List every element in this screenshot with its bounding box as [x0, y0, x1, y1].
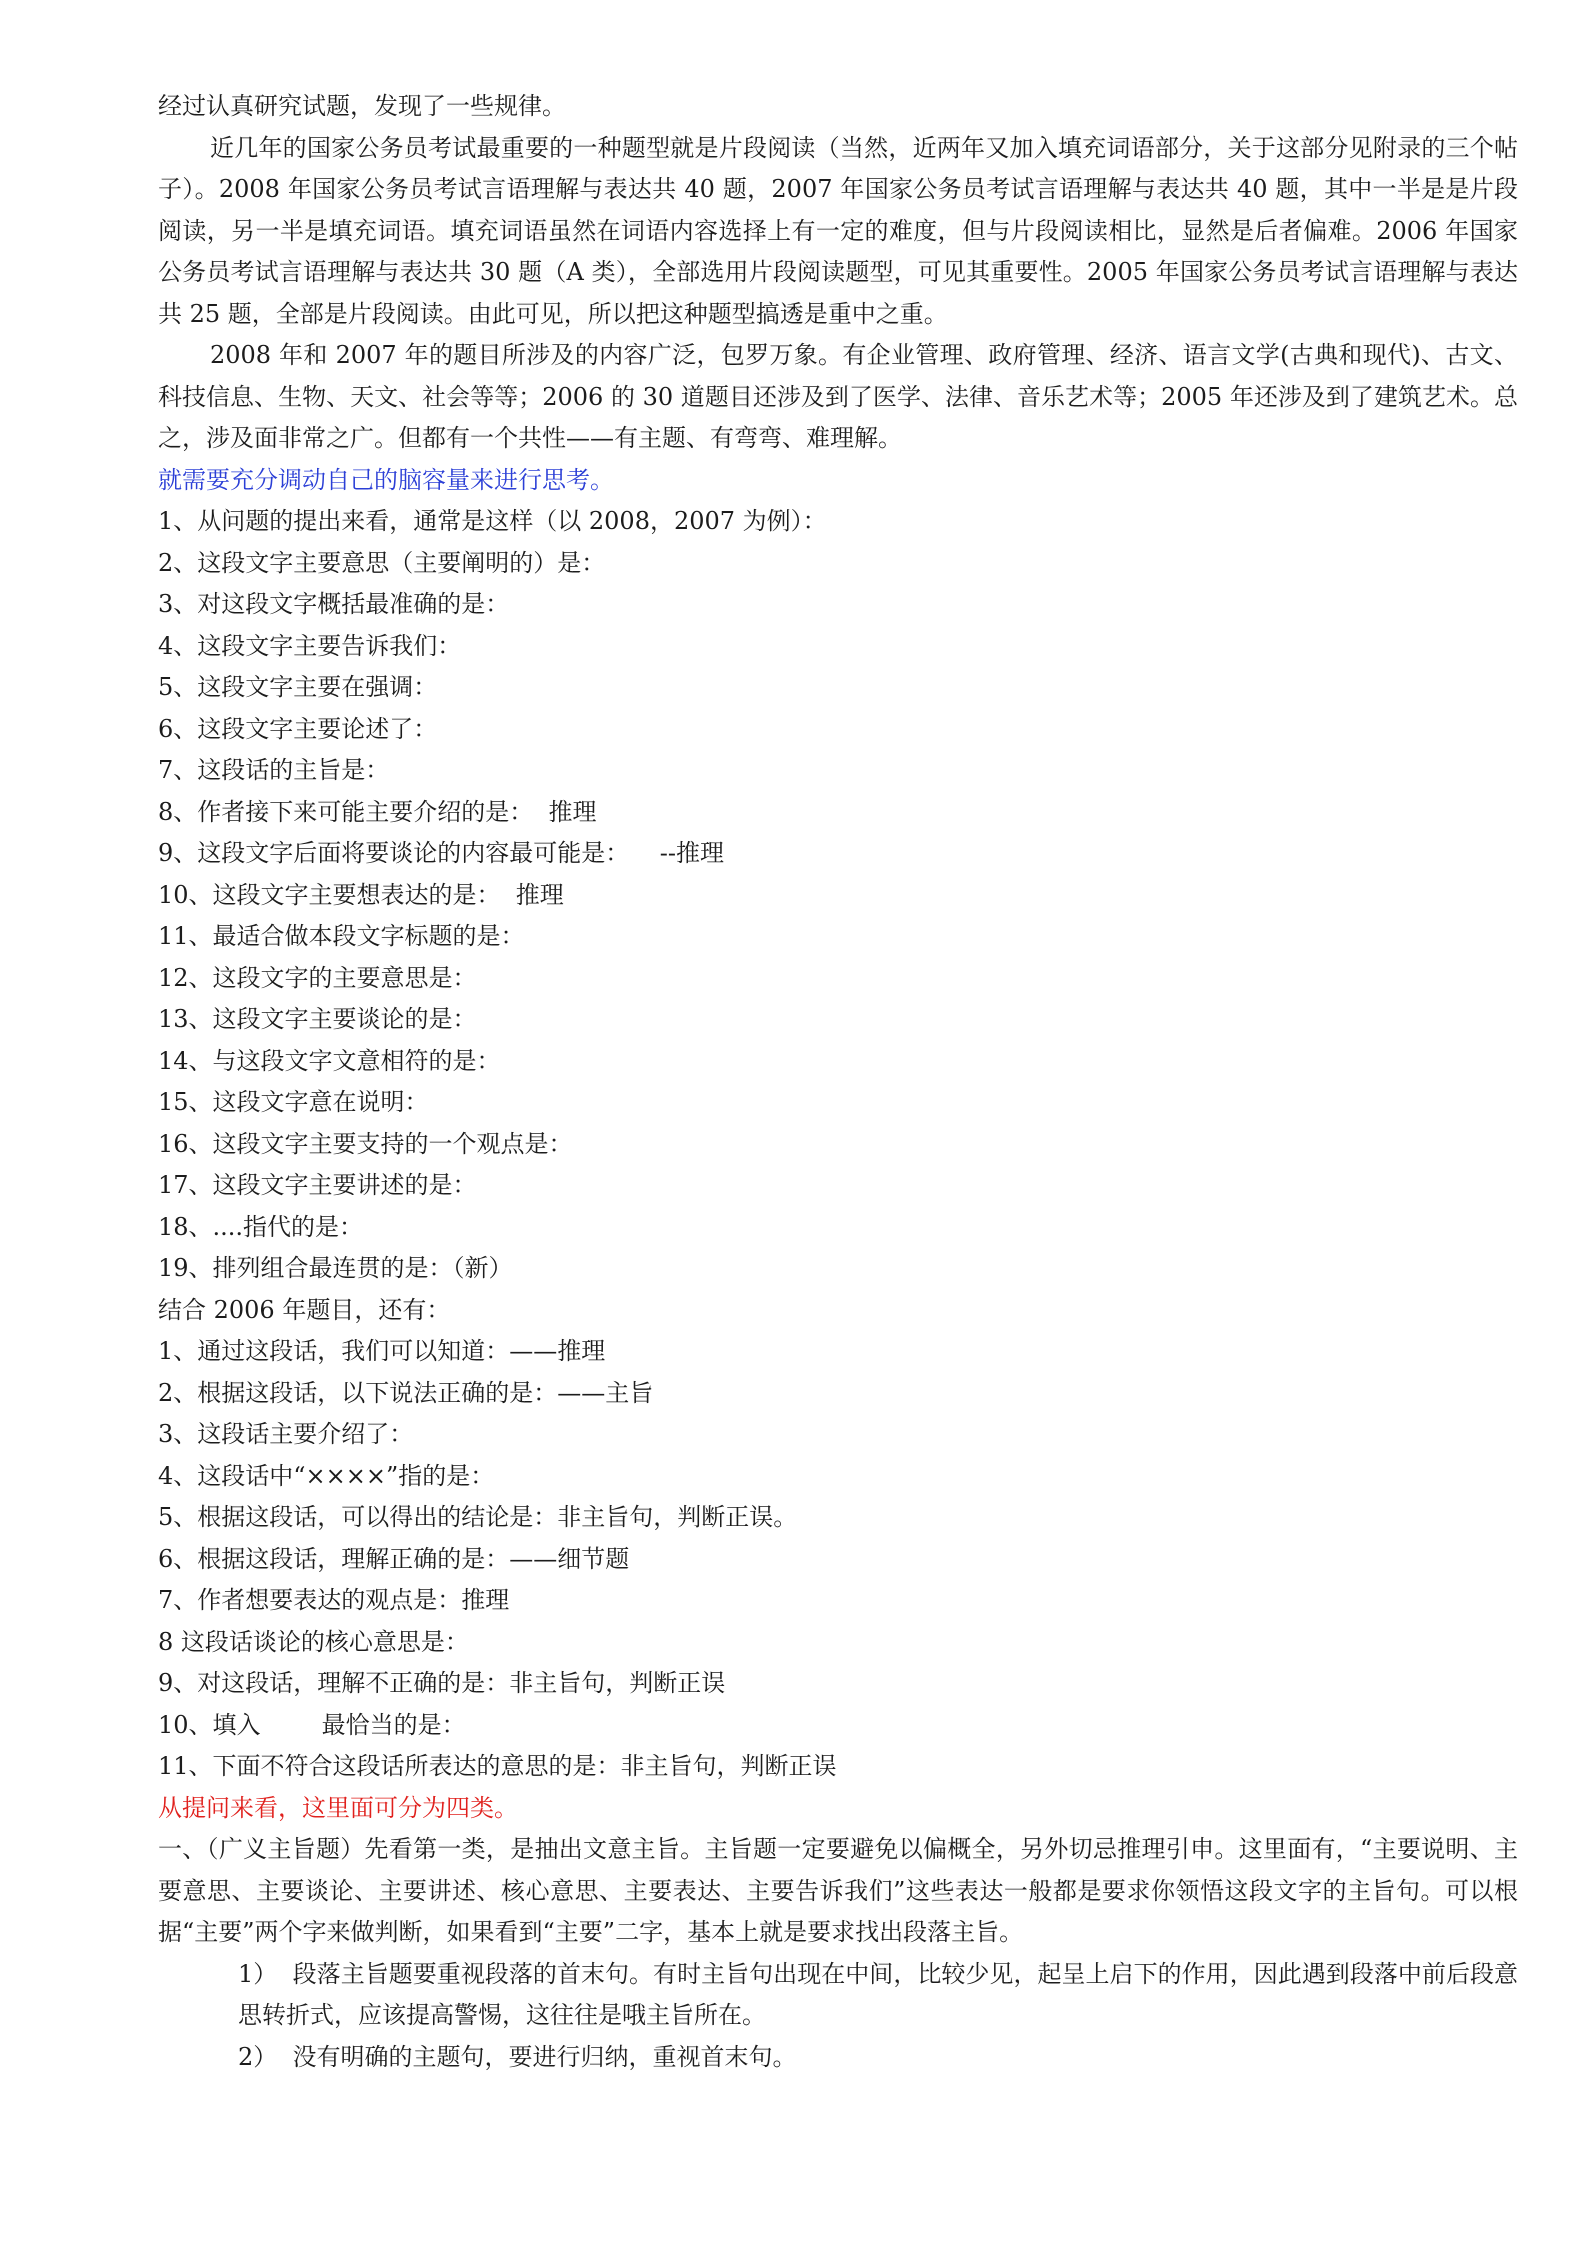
question-list-2006 — [158, 1331, 1518, 1788]
list-item: 12、这段文字的主要意思是： — [158, 963, 477, 992]
list-item: 8 这段话谈论的核心意思是： — [158, 1627, 469, 1656]
list-item: 2、根据这段话，以下说法正确的是：——主旨 — [158, 1378, 654, 1407]
list-item: 15、这段文字意在说明： — [158, 1088, 429, 1116]
highlight-blue-line: 就需要充分调动自己的脑容量来进行思考。 — [158, 465, 614, 494]
list-item: 3、这段话主要介绍了： — [158, 1420, 414, 1448]
paragraph-content-scope: 2008 年和 2007 年的题目所涉及的内容广泛，包罗万象。有企业管理、政府管理、经济、语言文学(古典和现代)、古文、科技信息、生物、天文、社会等等；2006 的 30 道题目还涉及到了医学、法律、音乐艺术等；2005 年还涉及到了建筑艺术。总之，涉及面非常之广。但都有一个共性——有主题、有弯弯、难理解。 — [158, 341, 1518, 452]
question-list-2008-2007 — [158, 501, 1518, 1290]
section-one-paragraph: 一、（广义主旨题）先看第一类，是抽出文意主旨。主旨题一定要避免以偏概全，另外切忌推理引申。这里面有，“主要说明、主要意思、主要谈论、主要讲述、核心意思、主要表达、主要告诉我们”这些表达一般都是要求你领悟这段文字的主旨句。可以根据“主要”两个字来做判断，如果看到“主要”二字，基本上就是要求找出段落主旨。 — [158, 1835, 1518, 1946]
list-item: 5、根据这段话，可以得出的结论是：非主旨句，判断正误。 — [158, 1503, 798, 1531]
list-item: 19、排列组合最连贯的是：（新） — [158, 1254, 513, 1282]
list-item: 11、最适合做本段文字标题的是： — [158, 922, 525, 950]
list-item: 13、这段文字主要谈论的是： — [158, 1005, 477, 1033]
paragraph-exam-overview: 近几年的国家公务员考试最重要的一种题型就是片段阅读（当然，近两年又加入填充词语部分，关于这部分见附录的三个帖子）。2008 年国家公务员考试言语理解与表达共 40 题，2007 年国家公务员考试言语理解与表达共 40 题，其中一半是是片段阅读，另一半是填充词语。填充词语虽然在词语内容选择上有一定的难度，但与片段阅读相比，显然是后者偏难。2006 年国家公务员考试言语理解与表达共 30 题（A 类），全部选用片段阅读题型，可见其重要性。2005 年国家公务员考试言语理解与表达共 25 题，全部是片段阅读。由此可见，所以把这种题型搞透是重中之重。 — [158, 133, 1518, 328]
list-item: 7、作者想要表达的观点是：推理 — [158, 1586, 510, 1614]
list-item: 4、这段文字主要告诉我们： — [158, 631, 462, 660]
list-item: 8、作者接下来可能主要介绍的是： 推理 — [158, 797, 597, 826]
document-page — [158, 86, 1518, 2078]
list-item: 17、这段文字主要讲述的是： — [158, 1171, 477, 1199]
list-item: 14、与这段文字文意相符的是： — [158, 1046, 501, 1075]
intro-line: 经过认真研究试题，发现了一些规律。 — [158, 92, 566, 120]
list-item: 1、通过这段话，我们可以知道：——推理 — [158, 1337, 606, 1365]
list-item: 16、这段文字主要支持的一个观点是： — [158, 1129, 573, 1158]
list-item: 18、....指代的是： — [158, 1212, 364, 1241]
list-item: 3、对这段文字概括最准确的是： — [158, 590, 510, 618]
list-item: 1、从问题的提出来看，通常是这样（以 2008，2007 为例）： — [158, 507, 827, 535]
list-item: 5、这段文字主要在强调： — [158, 673, 438, 701]
list-item: 6、这段文字主要论述了： — [158, 714, 438, 743]
list-item: 4、这段话中“××××”指的是： — [158, 1461, 495, 1490]
highlight-red-line: 从提问来看，这里面可分为四类。 — [158, 1793, 518, 1822]
list-item: 11、下面不符合这段话所表达的意思的是：非主旨句，判断正误 — [158, 1752, 837, 1780]
list-item: 7、这段话的主旨是： — [158, 756, 390, 784]
list-item: 2、这段文字主要意思（主要阐明的）是： — [158, 548, 606, 577]
combine-2006-heading: 结合 2006 年题目，还有： — [158, 1295, 451, 1324]
point-one-paragraph: 1） 段落主旨题要重视段落的首末句。有时主旨句出现在中间，比较少见，起呈上启下的作用，因此遇到段落中前后段意思转折式，应该提高警惕，这往往是哦主旨所在。 — [238, 1959, 1518, 2029]
list-item: 10、这段文字主要想表达的是： 推理 — [158, 880, 564, 909]
list-item: 10、填入 最恰当的是： — [158, 1710, 466, 1739]
list-item: 9、对这段话，理解不正确的是：非主旨句，判断正误 — [158, 1669, 726, 1697]
list-item: 9、这段文字后面将要谈论的内容最可能是： --推理 — [158, 839, 725, 867]
point-two-line: 2） 没有明确的主题句，要进行归纳，重视首末句。 — [238, 2042, 797, 2071]
list-item: 6、根据这段话，理解正确的是：——细节题 — [158, 1544, 630, 1573]
